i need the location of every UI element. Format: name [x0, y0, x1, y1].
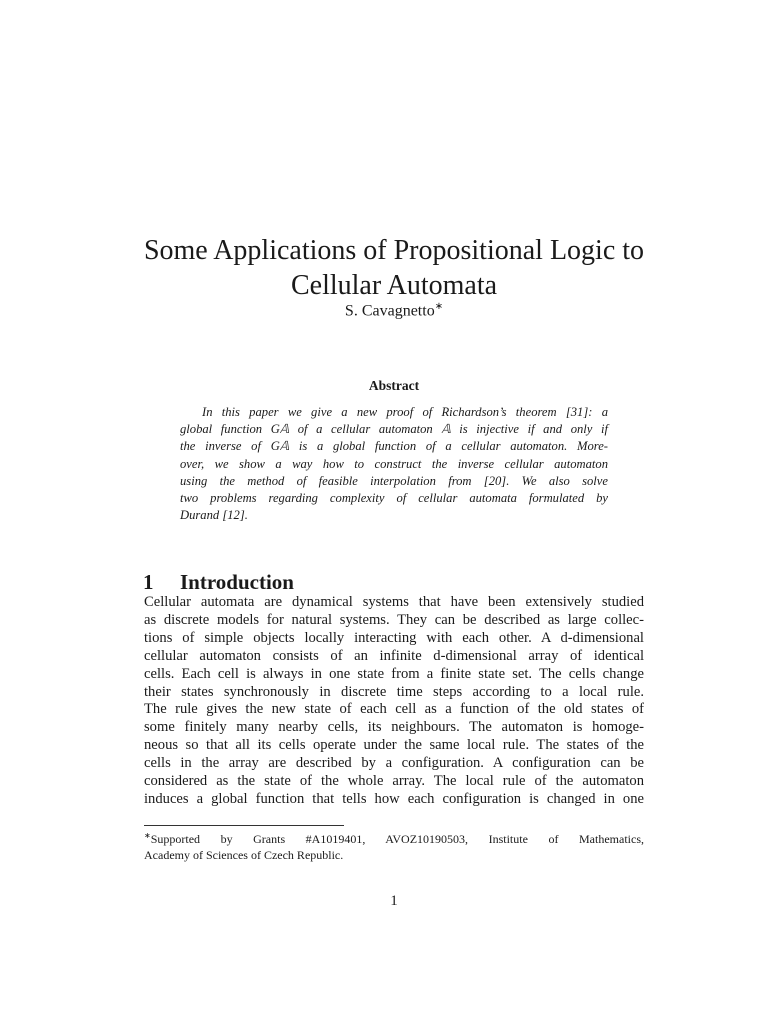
abstract-line: using the method of feasible interpolation from [20]. We also solve	[180, 473, 608, 488]
author-footnote-mark: ∗	[434, 301, 444, 312]
section-heading	[143, 570, 643, 595]
footnote	[144, 828, 644, 863]
section-title: Introduction	[180, 570, 294, 595]
body-line: their states synchronously in discrete time steps according to a local rule.	[144, 683, 644, 700]
footnote-mark: ∗	[144, 831, 151, 840]
title-line: Some Applications of Propositional Logic to	[143, 234, 645, 266]
abstract-line: two problems regarding complexity of cellular automata formulated by	[180, 491, 608, 506]
footnote-line: Academy of Sciences of Czech Republic.	[144, 848, 344, 862]
introduction-body	[144, 594, 644, 809]
footnote-text: Supported by Grants #A1019401, AVOZ10190503, Institute of Mathematics,	[150, 832, 644, 846]
body-line: some finitely many nearby cells, its neighbours. The automaton is homoge-	[144, 719, 644, 736]
body-line: induces a global function that tells how each configuration is changed in one	[144, 790, 644, 807]
paper-title	[90, 233, 698, 303]
body-line: cells. Each cell is always in one state from a finite state set. The cells change	[144, 665, 644, 682]
body-line: tions of simple objects locally interacting with each other. A d-dimensional	[144, 629, 644, 646]
abstract-line: over, we show a way how to construct the inverse cellular automaton	[180, 456, 608, 471]
page-number: 1	[390, 893, 398, 909]
section-number: 1	[143, 570, 154, 595]
abstract-heading: Abstract	[368, 378, 420, 393]
title-line: Cellular Automata	[290, 269, 498, 301]
author-line	[134, 301, 654, 320]
body-line: considered as the state of the whole array. The local rule of the automaton	[144, 773, 644, 790]
footnote-divider	[144, 825, 344, 826]
body-line: The rule gives the new state of each cell as a function of the old states of	[144, 701, 644, 718]
body-line: cellular automaton consists of an infinite d-dimensional array of identical	[144, 647, 644, 664]
body-line: neous so that all its cells operate under the same local rule. The states of the	[144, 737, 644, 754]
abstract-line: the inverse of G𝔸 is a global function of a cellular automaton. More-	[180, 439, 608, 454]
body-line: as discrete models for natural systems. They can be described as large collec-	[144, 611, 644, 628]
author-name: S. Cavagnetto	[344, 302, 435, 320]
abstract-line: Durand [12].	[180, 508, 248, 523]
body-line: cells in the array are described by a configuration. A configuration can be	[144, 755, 644, 772]
body-line: Cellular automata are dynamical systems that have been extensively studied	[144, 594, 644, 610]
abstract-line: global function G𝔸 of a cellular automaton 𝔸 is injective if and only if	[180, 422, 608, 437]
abstract-body	[180, 404, 608, 524]
footnote-line	[144, 828, 644, 847]
abstract-line: In this paper we give a new proof of Richardson’s theorem [31]: a	[202, 405, 608, 419]
